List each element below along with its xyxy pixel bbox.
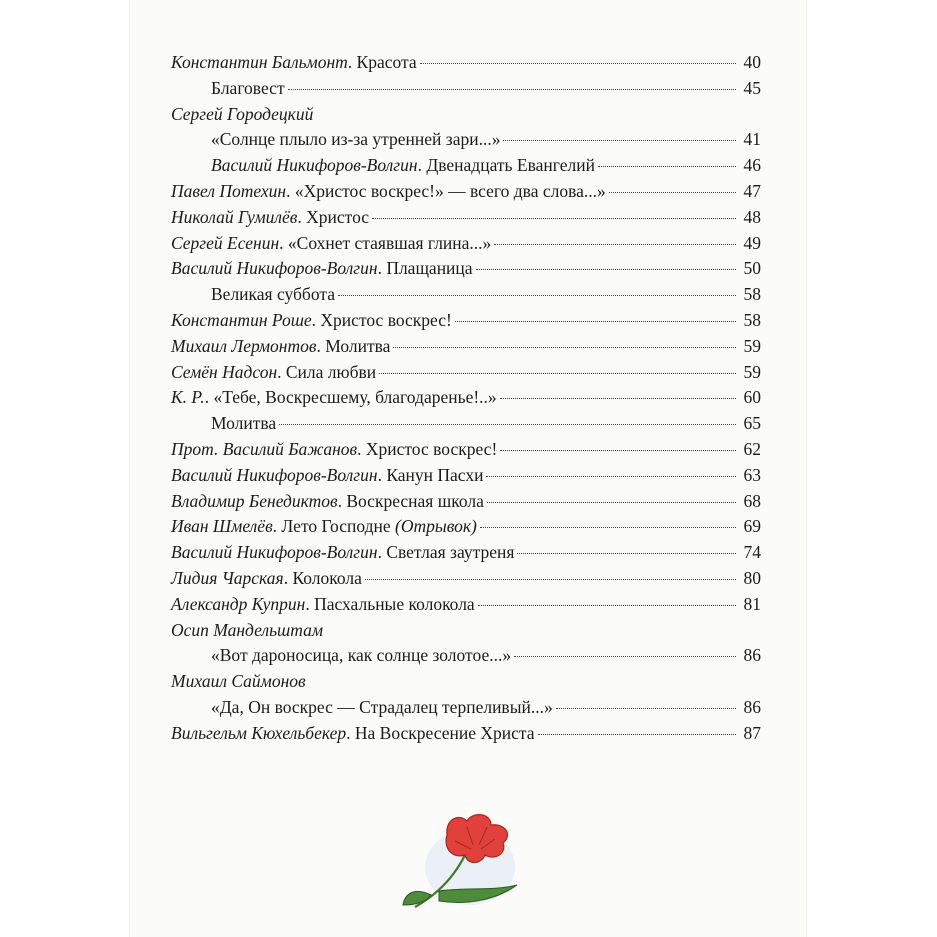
toc-separator: . [283,567,293,588]
flower-petals [446,815,507,863]
toc-leader-dots [609,192,736,193]
toc-page-number: 50 [743,258,761,279]
toc-leader-dots [598,166,736,167]
toc-leader-dots [476,269,736,270]
toc-page-number: 80 [743,567,761,588]
toc-entry [171,50,761,76]
toc-leader-dots [288,89,736,90]
toc-note: (Отрывок) [395,516,477,537]
toc-page-number: 65 [743,413,761,434]
toc-page-number: 45 [743,77,761,98]
toc-page-number: 81 [743,593,761,614]
toc-leader-dots [556,708,736,709]
toc-leader-dots [372,218,736,219]
toc-leader-dots [514,656,736,657]
toc-separator: . [346,722,355,743]
toc-title: Благовест [211,77,285,98]
toc-author: Иван Шмелёв [171,516,273,537]
toc-title: Великая суббота [211,284,335,305]
toc-entry [171,360,761,386]
toc-title: Христос [306,206,370,227]
toc-entry [171,256,761,282]
toc-author: Лидия Чарская [171,567,284,588]
toc-separator: . [297,206,307,227]
toc-separator: . [305,593,315,614]
toc-entry [171,282,761,308]
toc-title: «Тебе, Воскресшему, благодаренье!..» [213,387,497,408]
toc-title: Плащаница [386,258,473,279]
toc-entry [171,308,761,334]
toc-page-number: 59 [743,335,761,356]
table-of-contents [171,50,761,747]
toc-leader-dots [517,553,736,554]
toc-author: Василий Никифоров-Волгин [171,464,378,485]
toc-title: Христос воскрес! [320,309,452,330]
toc-separator: . [377,542,387,563]
toc-author: Константин Бальмонт [171,52,348,72]
toc-author: Прот. Василий Бажанов [171,438,358,459]
toc-entry [171,231,761,257]
toc-author: Вильгельм Кюхельбекер [171,722,347,743]
toc-entry [171,592,761,618]
toc-title: «Вот дароносица, как солнце золотое...» [211,645,512,666]
toc-author: Николай Гумилёв [171,206,298,227]
toc-leader-dots [487,502,736,503]
toc-entry [171,721,761,747]
toc-page-number: 47 [743,180,761,201]
toc-title: Канун Пасхи [386,464,484,485]
toc-title: «Сохнет стаявшая глина...» [287,232,492,253]
toc-entry [171,643,761,669]
toc-page-number: 63 [743,464,761,485]
toc-entry [171,179,761,205]
toc-separator: . [357,438,366,459]
toc-author: Сергей Городецкий [171,103,314,124]
toc-entry [171,489,761,515]
toc-separator: . [337,490,347,511]
toc-separator: . [277,361,286,382]
toc-title: Христос воскрес! [365,438,498,459]
toc-title: Двенадцать Евангелий [426,155,595,176]
toc-title: На Воскресение Христа [354,722,535,743]
toc-page-number: 41 [743,129,761,150]
toc-page-number: 46 [743,155,761,176]
toc-entry [171,669,761,695]
toc-author: Осип Мандельштам [171,619,324,640]
toc-leader-dots [478,605,736,606]
toc-entry [171,76,761,102]
toc-separator: . [316,335,326,356]
toc-page-number: 68 [743,490,761,511]
toc-title: «Христос воскрес!» — всего два слова...» [294,180,606,201]
toc-separator: . [279,232,288,253]
toc-page-number: 86 [743,645,761,666]
flower-leaf-left [403,891,431,905]
toc-author: Василий Никифоров-Волгин [171,542,378,563]
toc-leader-dots [338,295,736,296]
toc-title: «Солнце плыло из-за утренней зари...» [211,129,501,150]
toc-separator: . [286,180,295,201]
toc-author: К. Р. [171,387,205,408]
toc-entry [171,437,761,463]
toc-separator: . [311,309,321,330]
toc-page-number: 74 [743,542,761,563]
toc-entry [171,127,761,153]
toc-separator: . [204,387,214,408]
toc-leader-dots [279,424,736,425]
toc-leader-dots [500,450,736,451]
toc-leader-dots [486,476,736,477]
toc-leader-dots [480,527,736,528]
toc-page-number: 69 [743,516,761,537]
toc-page-number: 86 [743,696,761,717]
toc-entry [171,618,761,644]
toc-separator: . [272,516,282,537]
toc-title: Колокола [292,567,362,588]
toc-title: Молитва [325,335,391,356]
toc-title: Светлая заутреня [386,542,515,563]
toc-page-number: 87 [743,722,761,743]
toc-entry [171,153,761,179]
toc-entry [171,205,761,231]
toc-author: Михаил Лермонтов [171,335,317,356]
toc-title: Красота [356,52,417,72]
toc-page-number: 49 [743,232,761,253]
toc-author: Михаил Саймонов [171,671,306,692]
toc-entry [171,463,761,489]
toc-leader-dots [500,398,736,399]
toc-entry [171,411,761,437]
toc-page-number: 62 [743,438,761,459]
toc-author: Павел Потехин [171,180,287,201]
toc-author: Василий Никифоров-Волгин [211,155,418,176]
toc-entry [171,514,761,540]
toc-title: «Да, Он воскрес — Страдалец терпеливый...» [211,696,553,717]
toc-author: Василий Никифоров-Волгин [171,258,378,279]
toc-leader-dots [455,321,736,322]
toc-leader-dots [494,244,736,245]
toc-title: Лето Господне [281,516,391,537]
toc-title: Пасхальные колокола [314,593,475,614]
toc-leader-dots [420,63,736,64]
toc-separator: . [417,155,427,176]
toc-title: Воскресная школа [346,490,484,511]
toc-page-number: 59 [743,361,761,382]
toc-page-number: 60 [743,387,761,408]
toc-author: Владимир Бенедиктов [171,490,338,511]
toc-entry [171,385,761,411]
toc-leader-dots [503,140,736,141]
toc-leader-dots [365,579,736,580]
toc-entry [171,102,761,128]
toc-title: Молитва [211,413,277,434]
toc-separator: . [347,52,357,72]
toc-page-number: 48 [743,206,761,227]
toc-separator: . [377,464,387,485]
toc-leader-dots [393,347,736,348]
toc-author: Александр Куприн [171,593,306,614]
toc-entry [171,540,761,566]
toc-separator: . [377,258,387,279]
toc-page-number: 58 [743,284,761,305]
toc-author: Константин Роше [171,309,312,330]
toc-leader-dots [379,373,736,374]
toc-leader-dots [538,734,736,735]
toc-title: Сила любви [285,361,377,382]
toc-page-number: 58 [743,309,761,330]
toc-page-number: 40 [743,52,761,72]
toc-author: Сергей Есенин [171,232,280,253]
toc-entry [171,334,761,360]
toc-entry [171,695,761,721]
toc-author: Семён Надсон [171,361,278,382]
flower-illustration [395,805,525,920]
toc-entry [171,566,761,592]
